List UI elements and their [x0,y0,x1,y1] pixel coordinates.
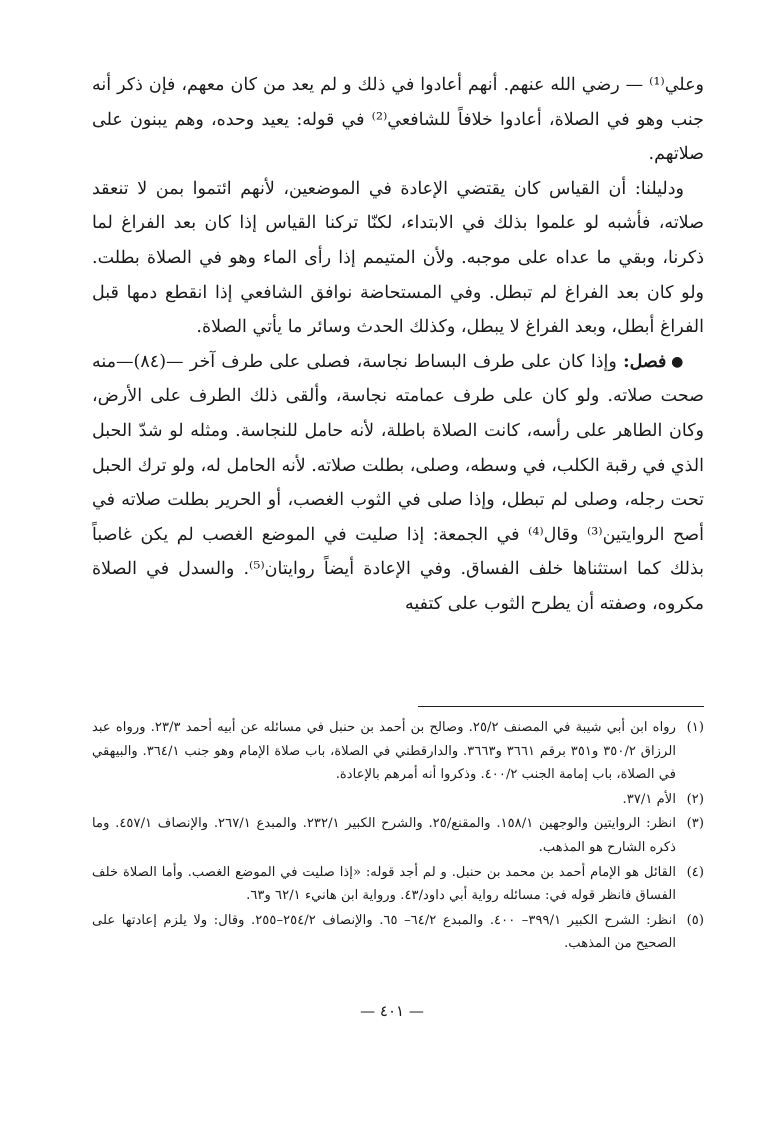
paragraph-3 [92,345,704,622]
footnote-number: (٣) [686,816,704,832]
bullet-icon: ● [670,353,684,370]
footnote-text: انظر: الشرح الكبير ٣٩٩/١– ٤٠٠. والمبدع ٦٤/٢– ٦٥. والإنصاف ٢٥٤/٢–٢٥٥. وقال: ولا يلزم إعادتها على الصحيح من المذهب. [92,912,676,952]
footnote-text: رواه ابن أبي شيبة في المصنف ٢٥/٢. وصالح بن أحمد بن حنبل في مسائله عن أبيه أحمد ٢٣/٣. ورواه عبد الرزاق ٣٥٠/٢ و٣٥١ برقم ٣٦٦١ و٣٦٦٣. والدارقطني في الصلاة، باب صلاة الإمام وهو جنب ٣٦٤/١. والبيهقي في الصلاة، باب إمامة الجنب ٤٠٠/٢. وذكروا أنه أمرهم بالإعادة. [92,720,677,783]
footnote-text: الأم ٣٧/١. [622,791,676,807]
footnote [92,861,704,908]
paragraph-2-text: ودليلنا: أن القياس كان يقتضي الإعادة في الموضعين، لأنهم ائتموا بمن لا تنعقد صلاته، فأشبه لو علموا بذلك في الابتداء، لكنّا تركنا القياس إذا كان بعد الفراغ لما ذكرنا، وبقي ما عداه على موجبه. ولأن المتيمم إذا رأى الماء وهو في الصلاة بطلت. ولو كان بعد الفراغ لم تبطل. وفي المستحاضة نوافق الشافعي إذا انقطع دمها قبل الفراغ أبطل، وبعد الفراغ لا يبطل، وكذلك الحدث وسائر ما يأتي الصلاة. [92,178,704,338]
footnote-separator [418,706,704,707]
footnotes [92,716,704,957]
footnote [92,812,704,859]
footnote [92,909,704,956]
section-heading: فصل: [623,351,667,372]
footnote-number: (١) [686,720,704,735]
footnote-number: (٥) [686,912,704,928]
paragraph-3-text: وإذا كان على طرف البساط نجاسة، فصلى على طرف آخر —(٨٤)—منه صحت صلاته. ولو كان على طرف عمامته نجاسة، وألقى ذلك الطرف على الأرض، وكان الطاهر على رأسه، كانت الصلاة باطلة، لأنه حامل للنجاسة. ومثله لو شدّ الحبل الذي في رقبة الكلب، في وسطه، وصلى، بطلت صلاته. لأنه الحامل له، ولو ترك الحبل تحت رجله، وصلى لم تبطل، وإذا صلى في الثوب الغصب، أو الحرير بطلت صلاته في أصح الروايتين⁽³⁾ وقال⁽⁴⁾ في الجمعة: إذا صليت في الموضع الغصب لم يكن غاصباً بذلك كما استثناها خلف الفساق. وفي الإعادة أيضاً روايتان⁽⁵⁾. والسدل في الصلاة مكروه، وصفته أن يطرح الثوب على كتفيه [92,351,705,614]
paragraph-2 [92,172,704,345]
footnote [92,716,704,787]
footnote-text: انظر: الروايتين والوجهين ١٥٨/١. والمقنع/٢٥. والشرح الكبير ٢٣٢/١. والمبدع ٢٦٧/١. والإنصاف ٤٥٧/١. وما ذكره الشارح هو المذهب. [92,816,676,855]
paragraph-1: وعلي⁽¹⁾ — رضي الله عنهم. أنهم أعادوا في ذلك و لم يعد من كان معهم، فإن ذكر أنه جنب وهو في الصلاة، أعادوا خلافاً للشافعي⁽²⁾ في قوله: يعيد وحده، وهم يبنون على صلاتهم. [92,75,705,165]
main-text [92,68,704,622]
page-number: — ٤٠١ — [360,1002,424,1020]
footnote-text: القائل هو الإمام أحمد بن محمد بن حنبل. و لم أجد قوله: «إذا صليت في الموضع الغصب. وأما الصلاة خلف الفساق فانظر قوله في: مسائله رواية أبي داود/٤٣. ورواية ابن هانيء ٦٢/١ و٦٣. [92,864,676,904]
footnote-number: (٢) [686,791,704,807]
footnote-number: (٤) [686,864,704,880]
footnote [92,788,704,812]
